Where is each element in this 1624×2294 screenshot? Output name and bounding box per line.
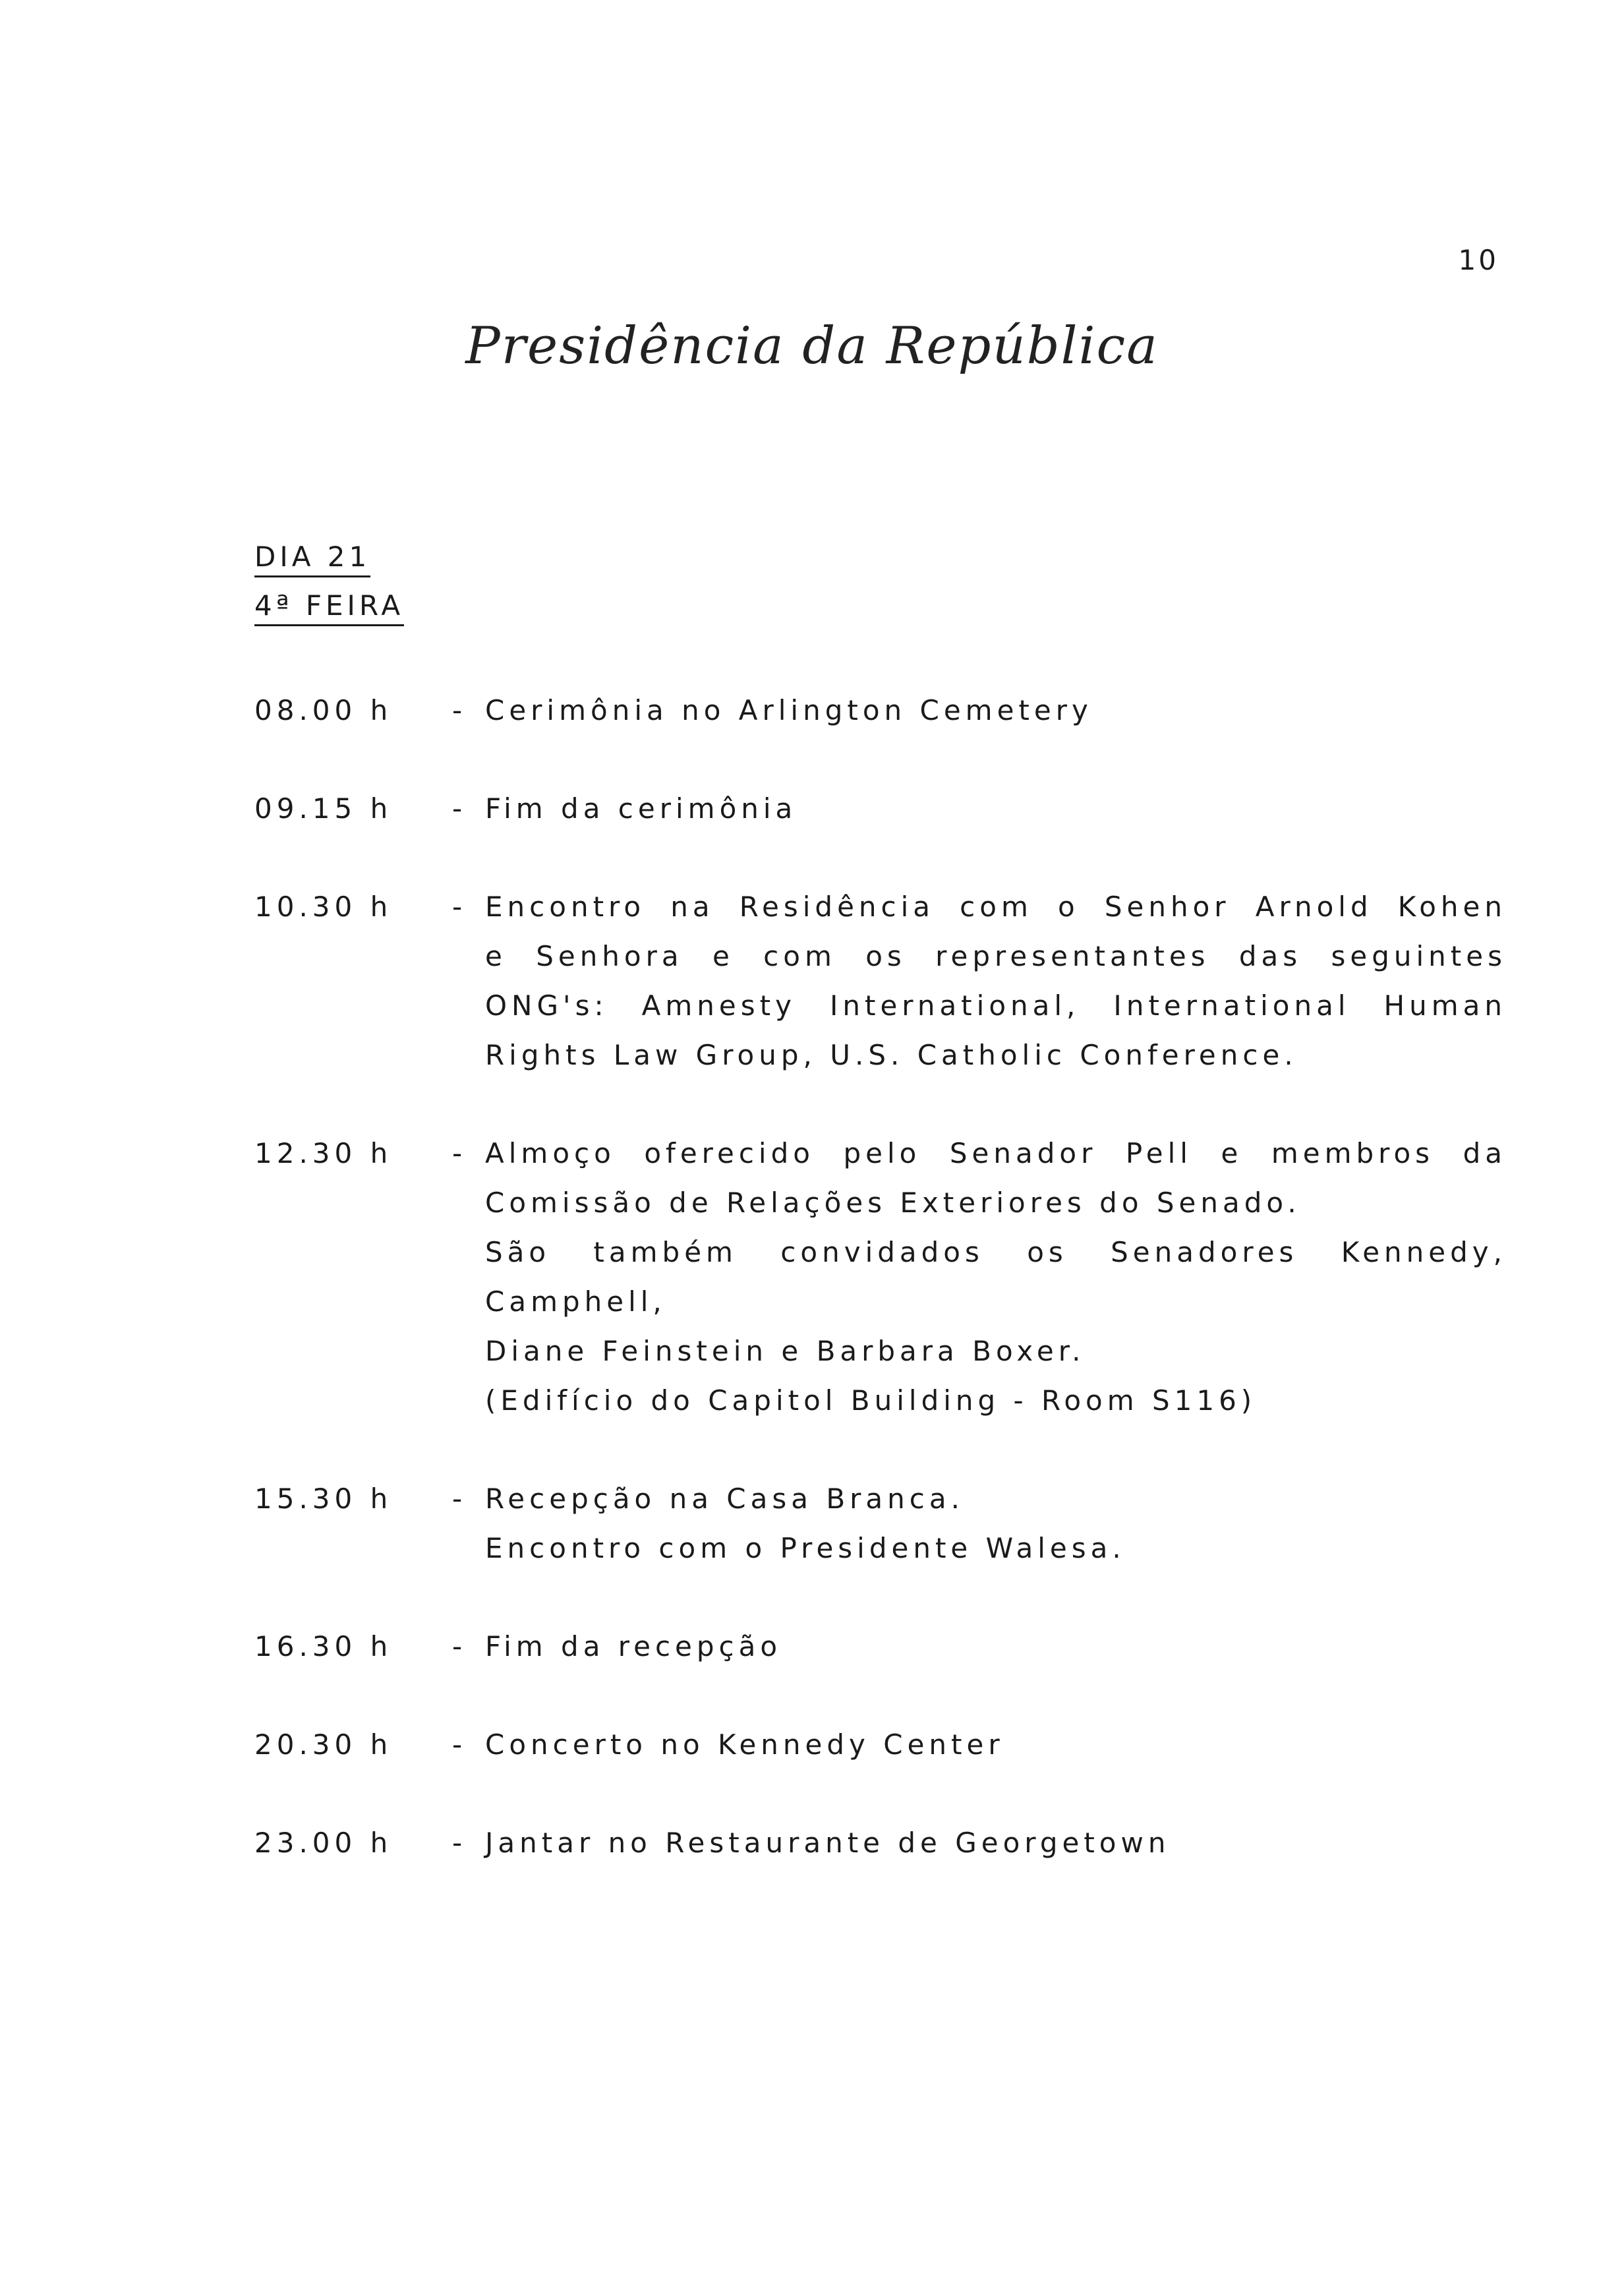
description-line: (Edifício do Capitol Building - Room S116) bbox=[485, 1384, 1257, 1417]
day-header bbox=[254, 541, 404, 638]
description-line: Comissão de Relações Exteriores do Senado. bbox=[485, 1187, 1301, 1219]
entry-dash: - bbox=[452, 792, 467, 825]
description-line: São também convidados os Senadores Kennedy, Camphell, bbox=[485, 1236, 1507, 1318]
schedule-list bbox=[254, 686, 1507, 1916]
description-line: Diane Feinstein e Barbara Boxer. bbox=[485, 1335, 1086, 1367]
entry-description bbox=[485, 1720, 1507, 1769]
schedule-entry bbox=[254, 882, 1507, 1080]
description-line: ONG's: Amnesty International, International Human bbox=[485, 989, 1507, 1022]
entry-description bbox=[485, 882, 1507, 1080]
description-line: Recepção na Casa Branca. bbox=[485, 1483, 964, 1515]
schedule-entry bbox=[254, 1622, 1507, 1671]
schedule-entry bbox=[254, 1129, 1507, 1425]
schedule-entry bbox=[254, 1474, 1507, 1573]
entry-time: 20.30 h bbox=[254, 1728, 393, 1761]
entry-time: 15.30 h bbox=[254, 1483, 393, 1515]
description-line: Rights Law Group, U.S. Catholic Conference. bbox=[485, 1039, 1298, 1071]
entry-time: 10.30 h bbox=[254, 891, 393, 923]
description-line: Almoço oferecido pelo Senador Pell e membros da bbox=[485, 1137, 1507, 1169]
day-date: DIA 21 bbox=[254, 541, 370, 577]
description-line: Fim da recepção bbox=[485, 1630, 782, 1662]
entry-description bbox=[485, 1622, 1507, 1671]
entry-description bbox=[485, 1129, 1507, 1425]
description-line: Cerimônia no Arlington Cemetery bbox=[485, 694, 1093, 726]
schedule-entry bbox=[254, 1720, 1507, 1769]
entry-time: 16.30 h bbox=[254, 1630, 393, 1662]
entry-description bbox=[485, 784, 1507, 833]
entry-description bbox=[485, 1818, 1507, 1868]
description-line: Jantar no Restaurante de Georgetown bbox=[485, 1827, 1171, 1859]
entry-dash: - bbox=[452, 1483, 467, 1515]
description-line: Fim da cerimônia bbox=[485, 792, 798, 825]
entry-dash: - bbox=[452, 1728, 467, 1761]
letterhead: Presidência da República bbox=[465, 316, 1159, 376]
entry-description bbox=[485, 1474, 1507, 1573]
description-line: Concerto no Kennedy Center bbox=[485, 1728, 1004, 1761]
entry-time: 08.00 h bbox=[254, 694, 393, 726]
description-line: Encontro com o Presidente Walesa. bbox=[485, 1532, 1126, 1564]
entry-dash: - bbox=[452, 1630, 467, 1662]
entry-time: 23.00 h bbox=[254, 1827, 393, 1859]
day-weekday: 4ª FEIRA bbox=[254, 589, 404, 626]
schedule-entry bbox=[254, 784, 1507, 833]
entry-time: 12.30 h bbox=[254, 1137, 393, 1169]
page-number: 10 bbox=[1458, 244, 1499, 276]
schedule-entry bbox=[254, 686, 1507, 735]
entry-dash: - bbox=[452, 891, 467, 923]
entry-dash: - bbox=[452, 1137, 467, 1169]
description-line: e Senhora e com os representantes das seguintes bbox=[485, 940, 1507, 972]
entry-dash: - bbox=[452, 694, 467, 726]
entry-time: 09.15 h bbox=[254, 792, 393, 825]
description-line: Encontro na Residência com o Senhor Arnold Kohen bbox=[485, 891, 1507, 923]
entry-dash: - bbox=[452, 1827, 467, 1859]
schedule-entry bbox=[254, 1818, 1507, 1868]
entry-description bbox=[485, 686, 1507, 735]
